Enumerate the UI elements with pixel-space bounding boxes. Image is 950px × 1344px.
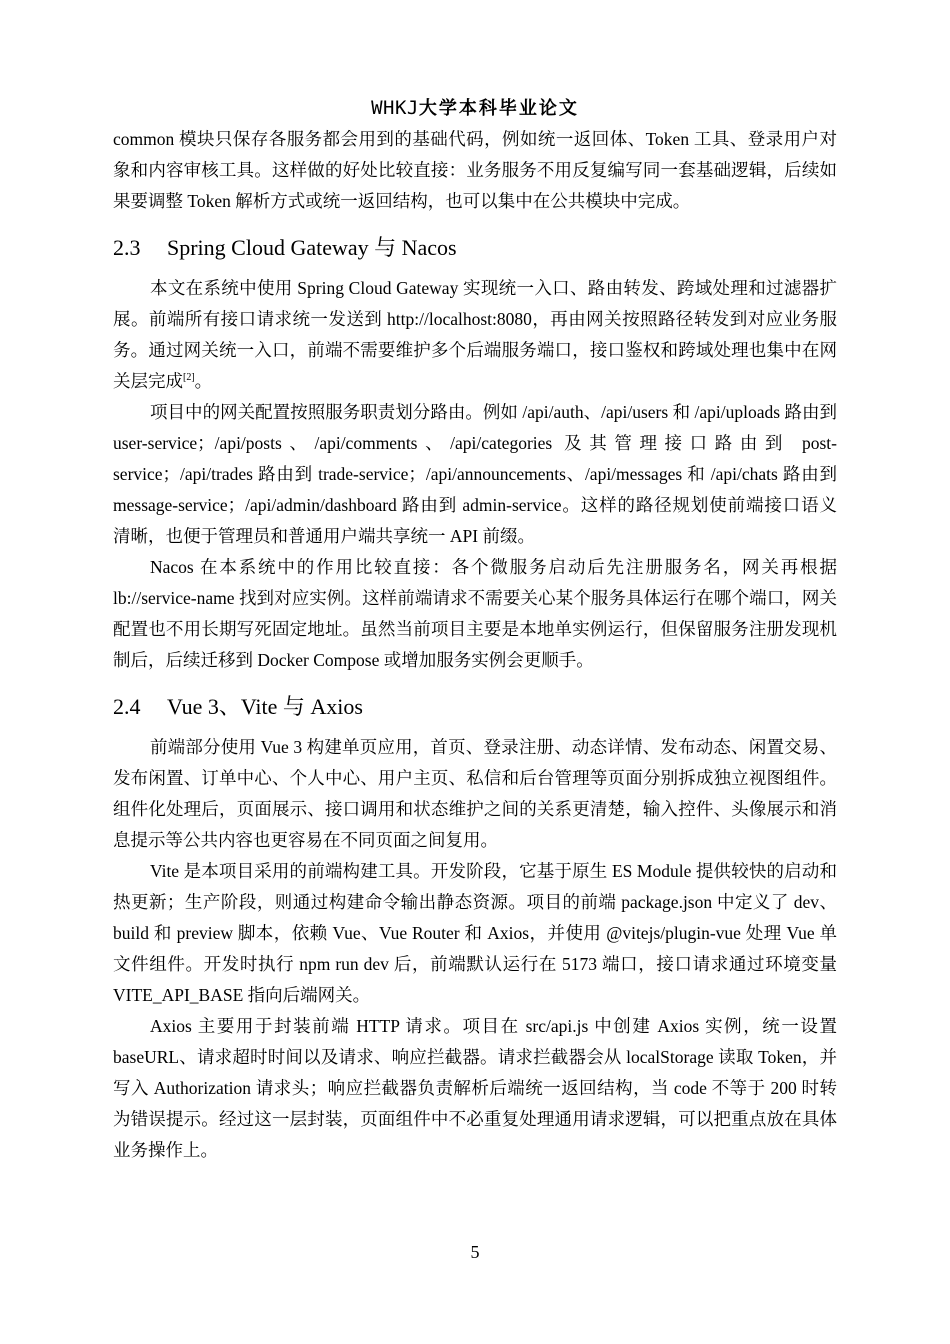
paragraph-gateway-routes: 项目中的网关配置按照服务职责划分路由。例如 /api/auth、/api/users 和 /api/uploads 路由到 user-service；/api/posts、/api/comments、/api/categories 及其管理接口路由到 post-service；/api/trades 路由到 trade-service；/api/announcements、/api/messages 和 /api/chats 路由到 message-service；/api/admin/dashboard 路由到 admin-service。这样的路径规划使前端接口语义清晰，也便于管理员和普通用户端共享统一 API 前缀。 <box>113 402 837 546</box>
section-heading-2-4 <box>113 690 837 724</box>
paragraph-axios: Axios 主要用于封装前端 HTTP 请求。项目在 src/api.js 中创建 Axios 实例，统一设置 baseURL、请求超时时间以及请求、响应拦截器。请求拦截器会从 localStorage 读取 Token，并写入 Authorization 请求头；响应拦截器负责解析后端统一返回结构，当 code 不等于 200 时转为错误提示。经过这一层封装，页面组件中不必重复处理通用请求逻辑，可以把重点放在具体业务操作上。 <box>113 1016 837 1160</box>
section-number: 2.4 <box>113 694 141 719</box>
section-number: 2.3 <box>113 235 141 260</box>
section-title: Spring Cloud Gateway 与 Nacos <box>167 235 457 260</box>
section-heading-2-3 <box>113 231 837 265</box>
page-number: 5 <box>470 1242 480 1262</box>
paragraph-gateway-intro <box>113 273 837 397</box>
paragraph-nacos: Nacos 在本系统中的作用比较直接：各个微服务启动后先注册服务名，网关再根据 lb://service-name 找到对应实例。这样前端请求不需要关心某个服务具体运行在哪个端口，网关配置也不用长期写死固定地址。虽然当前项目主要是本地单实例运行，但保留服务注册发现机制后，后续迁移到 Docker Compose 或增加服务实例会更顺手。 <box>113 557 837 670</box>
paragraph-common-module: common 模块只保存各服务都会用到的基础代码，例如统一返回体、Token 工具、登录用户对象和内容审核工具。这样做的好处比较直接：业务服务不用反复编写同一套基础逻辑，后续如果要调整 Token 解析方式或统一返回结构，也可以集中在公共模块中完成。 <box>113 129 837 211</box>
running-header <box>0 94 950 120</box>
body-text <box>113 124 837 1166</box>
header-title: 大学本科毕业论文 <box>418 98 579 119</box>
section-title: Vue 3、Vite 与 Axios <box>167 694 363 719</box>
paragraph-end: 。 <box>194 371 213 391</box>
paragraph-vue3: 前端部分使用 Vue 3 构建单页应用，首页、登录注册、动态详情、发布动态、闲置交易、发布闲置、订单中心、个人中心、用户主页、私信和后台管理等页面分别拆成独立视图组件。组件化处理后，页面展示、接口调用和状态维护之间的关系更清楚，输入控件、头像展示和消息提示等公共内容也更容易在不同页面之间复用。 <box>113 737 837 850</box>
paragraph-text: 本文在系统中使用 Spring Cloud Gateway 实现统一入口、路由转发、跨域处理和过滤器扩展。前端所有接口请求统一发送到 http://localhost:8080，再由网关按照路径转发到对应业务服务。通过网关统一入口，前端不需要维护多个后端服务端口，接口鉴权和跨域处理也集中在网关层完成 <box>113 278 837 391</box>
header-prefix: WHKJ <box>371 97 419 119</box>
citation-marker: [2] <box>183 372 195 384</box>
paragraph-vite: Vite 是本项目采用的前端构建工具。开发阶段，它基于原生 ES Module 提供较快的启动和热更新；生产阶段，则通过构建命令输出静态资源。项目的前端 package.json 中定义了 dev、build 和 preview 脚本，依赖 Vue、Vue Router 和 Axios，并使用 @vitejs/plugin-vue 处理 Vue 单文件组件。开发时执行 npm run dev 后，前端默认运行在 5173 端口，接口请求通过环境变量 VITE_API_BASE 指向后端网关。 <box>113 861 837 1005</box>
